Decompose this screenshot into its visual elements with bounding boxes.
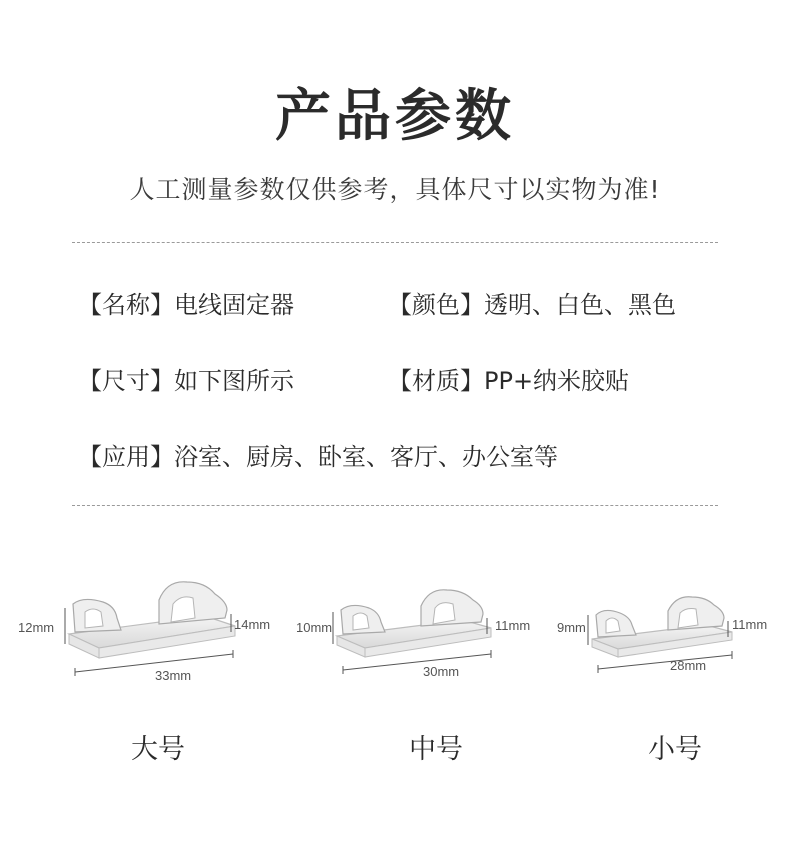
large-height-left: 12mm — [18, 620, 55, 635]
spec-color-value: 透明、白色、黑色 — [484, 291, 676, 319]
medium-height-right: 11mm — [495, 618, 531, 633]
medium-height-left: 10mm — [296, 620, 333, 635]
spec-name-value: 电线固定器 — [174, 291, 294, 319]
small-clip-image — [578, 585, 753, 680]
page-subtitle: 人工测量参数仅供参考，具体尺寸以实物为准! — [129, 175, 661, 204]
small-height-left: 9mm — [557, 620, 586, 635]
spec-color — [388, 285, 676, 320]
small-height-right: 11mm — [732, 617, 768, 632]
large-size-label: 大号 — [131, 734, 185, 765]
spec-material-key: 【材质】 — [388, 367, 484, 395]
medium-size-label: 中号 — [409, 734, 463, 765]
spec-name — [78, 285, 294, 320]
spec-usage-key: 【应用】 — [78, 443, 174, 471]
large-length: 33mm — [155, 668, 192, 683]
spec-usage-value: 浴室、厨房、卧室、客厅、办公室等 — [174, 443, 558, 471]
spec-material — [388, 361, 629, 396]
medium-clip-image — [323, 578, 513, 683]
page-title: 产品参数 — [275, 84, 515, 149]
small-length: 28mm — [670, 658, 707, 673]
spec-color-key: 【颜色】 — [388, 291, 484, 319]
top-divider — [72, 242, 718, 243]
small-size-label: 小号 — [648, 734, 702, 765]
spec-size — [78, 361, 294, 396]
spec-size-key: 【尺寸】 — [78, 367, 174, 395]
spec-size-value: 如下图所示 — [174, 367, 294, 395]
large-height-right: 14mm — [234, 617, 271, 632]
spec-usage — [78, 437, 558, 472]
spec-material-value: PP+纳米胶贴 — [484, 367, 630, 395]
medium-length: 30mm — [423, 664, 460, 679]
bottom-divider — [72, 505, 718, 506]
spec-name-key: 【名称】 — [78, 291, 174, 319]
